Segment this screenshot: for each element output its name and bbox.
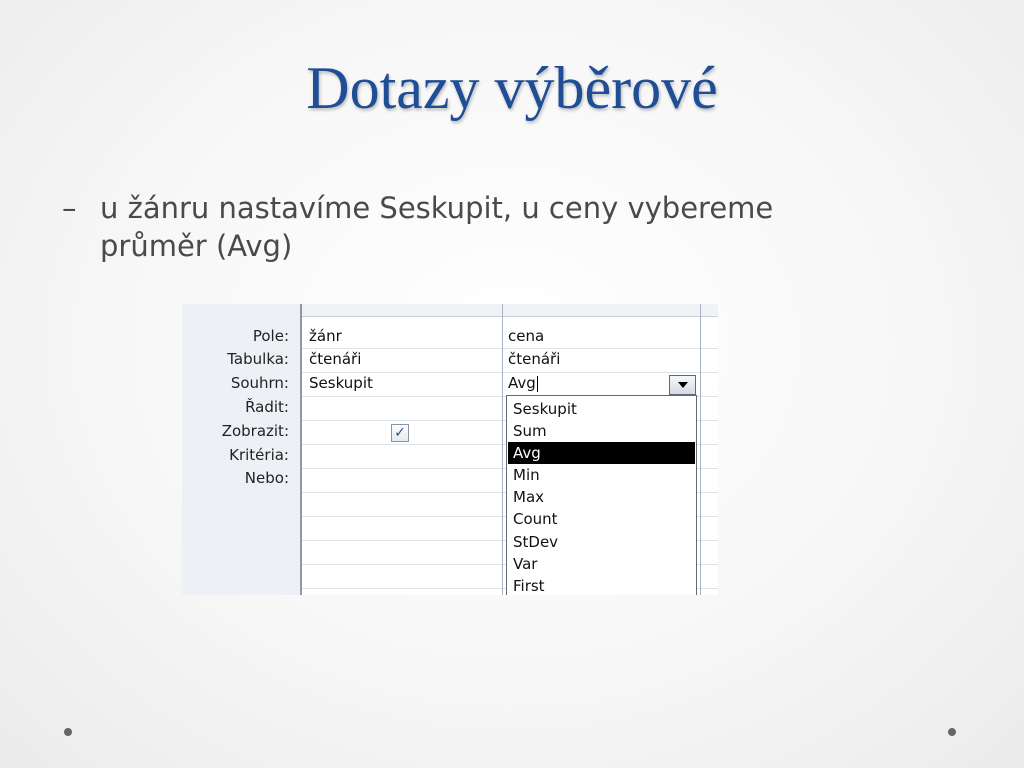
table-cell-col1[interactable]: čtenáři	[309, 350, 362, 368]
bullet-text: u žánru nastavíme Seskupit, u ceny vybereme průměr (Avg)	[100, 191, 774, 263]
bullet-point	[62, 189, 882, 265]
decorative-dot	[948, 728, 956, 736]
row-label-pole: Pole:	[252, 327, 289, 345]
total-cell-col1[interactable]: Seskupit	[309, 374, 373, 392]
chevron-down-icon	[678, 382, 688, 388]
query-design-grid	[182, 304, 718, 595]
dropdown-option-avg[interactable]: Avg	[508, 442, 695, 464]
field-cell-zanr[interactable]: žánr	[309, 327, 342, 345]
table-cell-col2[interactable]: čtenáři	[508, 350, 561, 368]
row-label-souhrn: Souhrn:	[230, 374, 289, 392]
decorative-dot	[64, 728, 72, 736]
bullet-dash: –	[62, 191, 77, 225]
field-cell-cena[interactable]: cena	[508, 327, 545, 345]
total-combobox-col2[interactable]	[508, 371, 538, 395]
row-label-tabulka: Tabulka:	[227, 350, 289, 368]
slide-title: Dotazy výběrové	[306, 55, 718, 121]
column-separator	[700, 304, 701, 595]
row-label-nebo: Nebo:	[244, 469, 289, 487]
row-label-zobrazit: Zobrazit:	[221, 422, 289, 440]
text-cursor	[537, 376, 538, 392]
total-dropdown-list	[506, 395, 697, 595]
dropdown-option-min[interactable]: Min	[513, 466, 540, 484]
row-label-radit: Řadit:	[245, 398, 289, 416]
show-checkbox[interactable]: ✓	[391, 424, 409, 442]
dropdown-option-seskupit[interactable]: Seskupit	[513, 400, 577, 418]
dropdown-option-var[interactable]: Var	[513, 555, 538, 573]
column-separator	[300, 304, 302, 595]
dropdown-option-sum[interactable]: Sum	[513, 422, 547, 440]
dropdown-option-first[interactable]: First	[513, 577, 545, 595]
dropdown-option-stdev[interactable]: StDev	[513, 533, 559, 551]
dropdown-arrow-button[interactable]	[669, 375, 696, 395]
row-label-kriteria: Kritéria:	[229, 446, 289, 464]
column-separator	[502, 304, 503, 595]
dropdown-option-count[interactable]: Count	[513, 510, 558, 528]
grid-header-strip	[302, 304, 718, 317]
row-labels-panel	[182, 304, 300, 595]
total-combobox-value: Avg	[508, 374, 536, 392]
dropdown-option-max[interactable]: Max	[513, 488, 545, 506]
